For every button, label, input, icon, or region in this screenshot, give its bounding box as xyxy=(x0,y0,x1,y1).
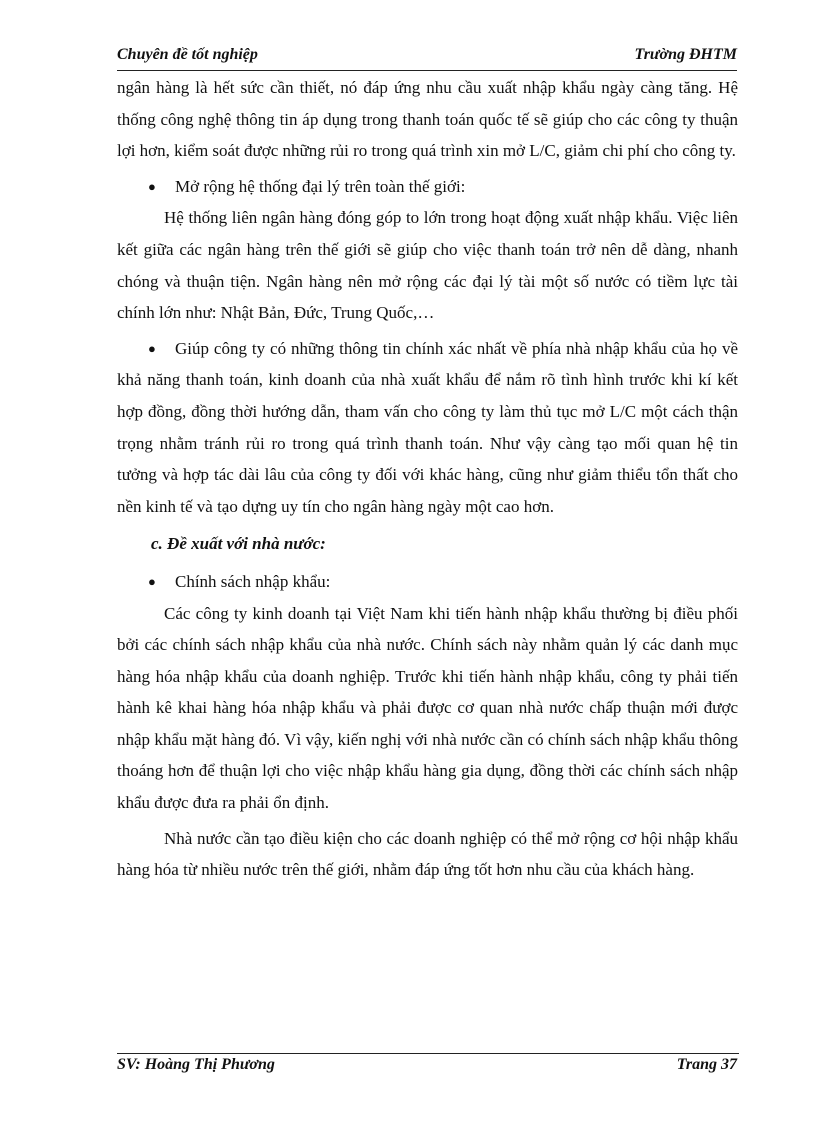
bullet-item-import-policy xyxy=(117,566,738,598)
page-header xyxy=(117,46,737,72)
footer-student: SV: Hoàng Thị Phương xyxy=(117,1056,275,1073)
paragraph-interbank: Hệ thống liên ngân hàng đóng góp to lớn trong hoạt động xuất nhập khẩu. Việc liên kết giữa các ngân hàng trên thế giới sẽ giúp cho việc thanh toán trở nên dễ dàng, nhanh chóng và thuận tiện. Ngân hàng nên mở rộng các đại lý tài một số nước có tiềm lực tài chính lớn như: Nhật Bản, Đức, Trung Quốc,… xyxy=(117,208,738,323)
bullet-item-agency xyxy=(117,171,738,203)
header-title: Chuyên đề tốt nghiệp xyxy=(117,46,258,63)
bullet-text: Chính sách nhập khẩu: xyxy=(175,571,331,591)
bullet-icon: ● xyxy=(148,178,156,194)
bullet-text: Giúp công ty có những thông tin chính xác nhất về phía nhà nhập khẩu của họ về khả năng thanh toán, kinh doanh của nhà xuất khẩu để nắm rõ tình hình trước khi kí kết hợp đồng, đồng thời hướng dẫn, tham vấn cho công ty làm thủ tục mở L/C một cách thận trọng nhằm tránh rủi ro trong quá trình thanh toán. Như vậy càng tạo mối quan hệ tin tưởng và hợp tác dài lâu của công ty đối với khác hàng, cũng như giảm thiểu tổn thất cho nền kinh tế và tạo dựng uy tín cho ngân hàng ngày một cao hơn. xyxy=(117,338,738,516)
paragraph-state-support: Nhà nước cần tạo điều kiện cho các doanh nghiệp có thể mở rộng cơ hội nhập khẩu hàng hóa từ nhiều nước trên thế giới, nhằm đáp ứng tốt hơn nhu cầu của khách hàng. xyxy=(117,828,738,880)
paragraph-import-policy: Các công ty kinh doanh tại Việt Nam khi tiến hành nhập khẩu thường bị điều phối bởi các chính sách nhập khẩu của nhà nước. Chính sách này nhằm quản lý các danh mục hàng hóa nhập khẩu của doanh nghiệp. Trước khi tiến hành nhập khẩu, công ty phải tiến hành kê khai hàng hóa nhập khẩu và phải được cơ quan nhà nước chấp thuận mới được nhập khẩu mặt hàng đó. Vì vậy, kiến nghị với nhà nước cần có chính sách nhập khẩu thông thoáng hơn để thuận lợi cho việc nhập khẩu hàng gia dụng, đồng thời các chính sách nhập khẩu được đưa ra phải ổn định. xyxy=(117,603,738,813)
page-number: Trang 37 xyxy=(676,1056,737,1073)
bullet-item-information xyxy=(117,333,738,523)
bullet-icon: ● xyxy=(148,340,156,356)
header-divider xyxy=(117,70,737,71)
bullet-text: Mở rộng hệ thống đại lý trên toàn thế giới: xyxy=(175,176,466,196)
bullet-icon: ● xyxy=(148,573,156,589)
paragraph-continuation: ngân hàng là hết sức cần thiết, nó đáp ứng nhu cầu xuất nhập khẩu ngày càng tăng. Hệ thống công nghệ thông tin áp dụng trong thanh toán quốc tế sẽ giúp cho các công ty thuận lợi hơn, kiểm soát được những rủi ro trong quá trình xin mở L/C, giảm chi phí cho công ty. xyxy=(117,78,738,161)
body-text xyxy=(117,72,738,886)
header-school: Trường ĐHTM xyxy=(634,46,737,63)
section-heading: c. Đề xuất với nhà nước: xyxy=(151,534,326,554)
footer-divider xyxy=(117,1053,739,1054)
page-footer xyxy=(117,1056,737,1080)
